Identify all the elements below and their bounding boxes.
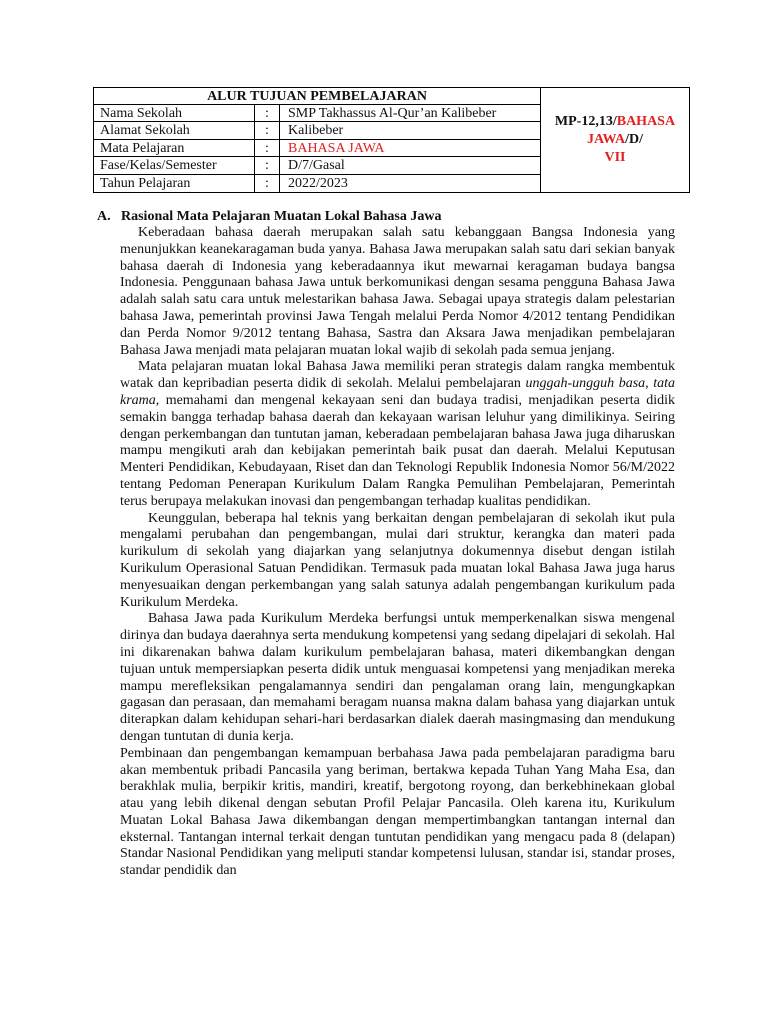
paragraph-2-text-a: Mata pelajaran muatan lokal Bahasa Jawa memiliki peran strategis dalam rangka membentuk watak dan kepribadian peserta didik di sekolah. Melalui pembelajaran — [120, 359, 675, 392]
paragraph-2-text-b: , memahami dan mengenal kekayaan seni dan budaya tradisi, menjadikan peserta didik semakin bangga terhadap bahasa daerah dan kekayaan warisan leluhur yang dimilikinya. Seiring dengan perkembangan dan tuntutan jaman, keberadaan pembelajaran bahasa Jawa juga diharuskan mampu mengikuti arah dan kebijakan pemerintah baik pusat dan daerah. Melalui Keputusan Menteri Pendidikan, Kebudayaan, Riset dan dan Teknologi Republik Indonesia Nomor 56/M/2022 tentang Pedoman Penerapan Kurikulum Dalam Rangka Pemulihan Pembelajaran, Pemerintah terus berupaya melakukan inovasi dan pengembangan terhadap kualitas pendidikan. — [120, 392, 675, 509]
row-label: Fase/Kelas/Semester — [100, 158, 217, 174]
row-separator: : — [254, 140, 280, 156]
row-value: 2022/2023 — [288, 175, 348, 191]
paragraph-4: Bahasa Jawa pada Kurikulum Merdeka berfungsi untuk memperkenalkan siswa mengenal dirinya dan budaya daerahnya serta mendukung kompetensi yang sedang dipelajari di sekolah. Hal ini dikarenakan bahwa dalam kurikulum pembelajaran bahasa, materi dikembangkan dengan tujuan untuk mempersiapkan peserta didik untuk menguasai kompetensi yang menjadikan mereka mampu merefleksikan pengalamannya sendiri dan pengalaman orang lain, mengungkapkan gagasan dan perasaan, dan memahami beragam nuansa makna dalam bahasa yang diajarkan untuk diterapkan dalam kehidupan sehari-hari berdasarkan dialek daerah masingmasing dan mendukung dengan tuntutan di dunia kerja. — [120, 611, 675, 744]
code-prefix: MP-12,13/ — [554, 114, 617, 129]
header-info-block — [94, 88, 541, 192]
section-title: Rasional Mata Pelajaran Muatan Lokal Bahasa Jawa — [121, 209, 442, 224]
paragraph-5: Pembinaan dan pengembangan kemampuan berbahasa Jawa pada pembelajaran paradigma baru akan membentuk pribadi Pancasila yang beriman, bertakwa kepada Tuhan Yang Maha Esa, dan berakhlak mulia, berpikir kritis, mandiri, kreatif, bergotong royong, dan berkebhinekaan global atau yang lebih dikenal dengan sebutan Profil Pelajar Pancasila. Oleh karena itu, Kurikulum Muatan Lokal Bahasa Jawa dikembangan dengan mempertimbangkan tantangan internal dan eksternal. Tantangan internal terkait dengan tuntutan pendidikan yang mengacu pada 8 (delapan) Standar Nasional Pendidikan yang meliputi standar kompetensi lulusan, standar isi, standar proses, standar pendidik dan — [120, 745, 675, 879]
code-phase: /D/ — [625, 132, 643, 147]
row-value: SMP Takhassus Al-Qur’an Kalibeber — [288, 106, 497, 121]
row-school-address — [94, 122, 540, 139]
section-heading — [97, 209, 441, 225]
row-separator: : — [254, 105, 280, 121]
row-value: BAHASA JAWA — [288, 140, 385, 156]
header-table — [93, 87, 690, 193]
paragraph-3: Keunggulan, beberapa hal teknis yang berkaitan dengan pembelajaran di sekolah ikut pula mengalami perubahan dan pengembangan, mulai dari struktur, kerangka dan materi pada kurikulum di sekolah yang diajarkan yang selanjutnya dokumennya disebut dengan istilah Kurikulum Operasional Satuan Pendidikan. Termasuk pada muatan lokal Bahasa Jawa juga harus menyesuaikan dengan perkembangan yang salah satunya adalah pengembangan kurikulum pada Kurikulum Merdeka. — [120, 510, 675, 610]
paragraph-1: Keberadaan bahasa daerah merupakan salah satu kebanggaan Bangsa Indonesia yang menunjukkan keanekaragaman buda yanya. Bahasa Jawa merupakan salah satu dari sekian banyak bahasa daerah di Indonesia yang keberadaannya ikut mewarnai keragaman budaya bangsa Indonesia. Penggunaan bahasa Jawa untuk berkomunikasi dengan sesama pengguna Bahasa Jawa adalah salah satu cara untuk melestarikan bahasa Jawa. Sebagai upaya strategis dalam pelestarian bahasa Jawa, pemerintah provinsi Jawa Tengah melalui Perda Nomor 4/2012 tentang Pendidikan dan Perda Nomor 9/2012 tentang Bahasa, Sastra dan Aksara Jawa menjadikan pembelajaran Bahasa Jawa menjadi mata pelajaran muatan lokal wajib di sekolah pada semua jenjang. — [120, 225, 675, 358]
paragraph-2-italic: unggah-ungguh basa, tata krama — [120, 376, 675, 408]
document-code — [541, 88, 689, 192]
row-separator: : — [254, 157, 280, 173]
row-subject — [94, 140, 540, 157]
row-school-name — [94, 105, 540, 122]
section-label: A. — [97, 209, 111, 224]
row-separator: : — [254, 122, 280, 138]
section-body — [120, 225, 675, 880]
row-phase-class-semester — [94, 157, 540, 174]
row-separator: : — [254, 175, 280, 192]
row-label: Alamat Sekolah — [100, 123, 190, 139]
paragraph-2 — [120, 359, 675, 510]
row-label: Tahun Pelajaran — [100, 175, 191, 191]
code-class: VII — [604, 150, 626, 165]
row-value: Kalibeber — [288, 123, 344, 139]
row-label: Mata Pelajaran — [100, 140, 185, 156]
row-academic-year — [94, 175, 540, 192]
row-label: Nama Sekolah — [100, 106, 183, 121]
row-value: D/7/Gasal — [288, 158, 345, 174]
code-subject: BAHASA JAWA — [586, 114, 676, 147]
document-title: ALUR TUJUAN PEMBELAJARAN — [94, 88, 540, 105]
